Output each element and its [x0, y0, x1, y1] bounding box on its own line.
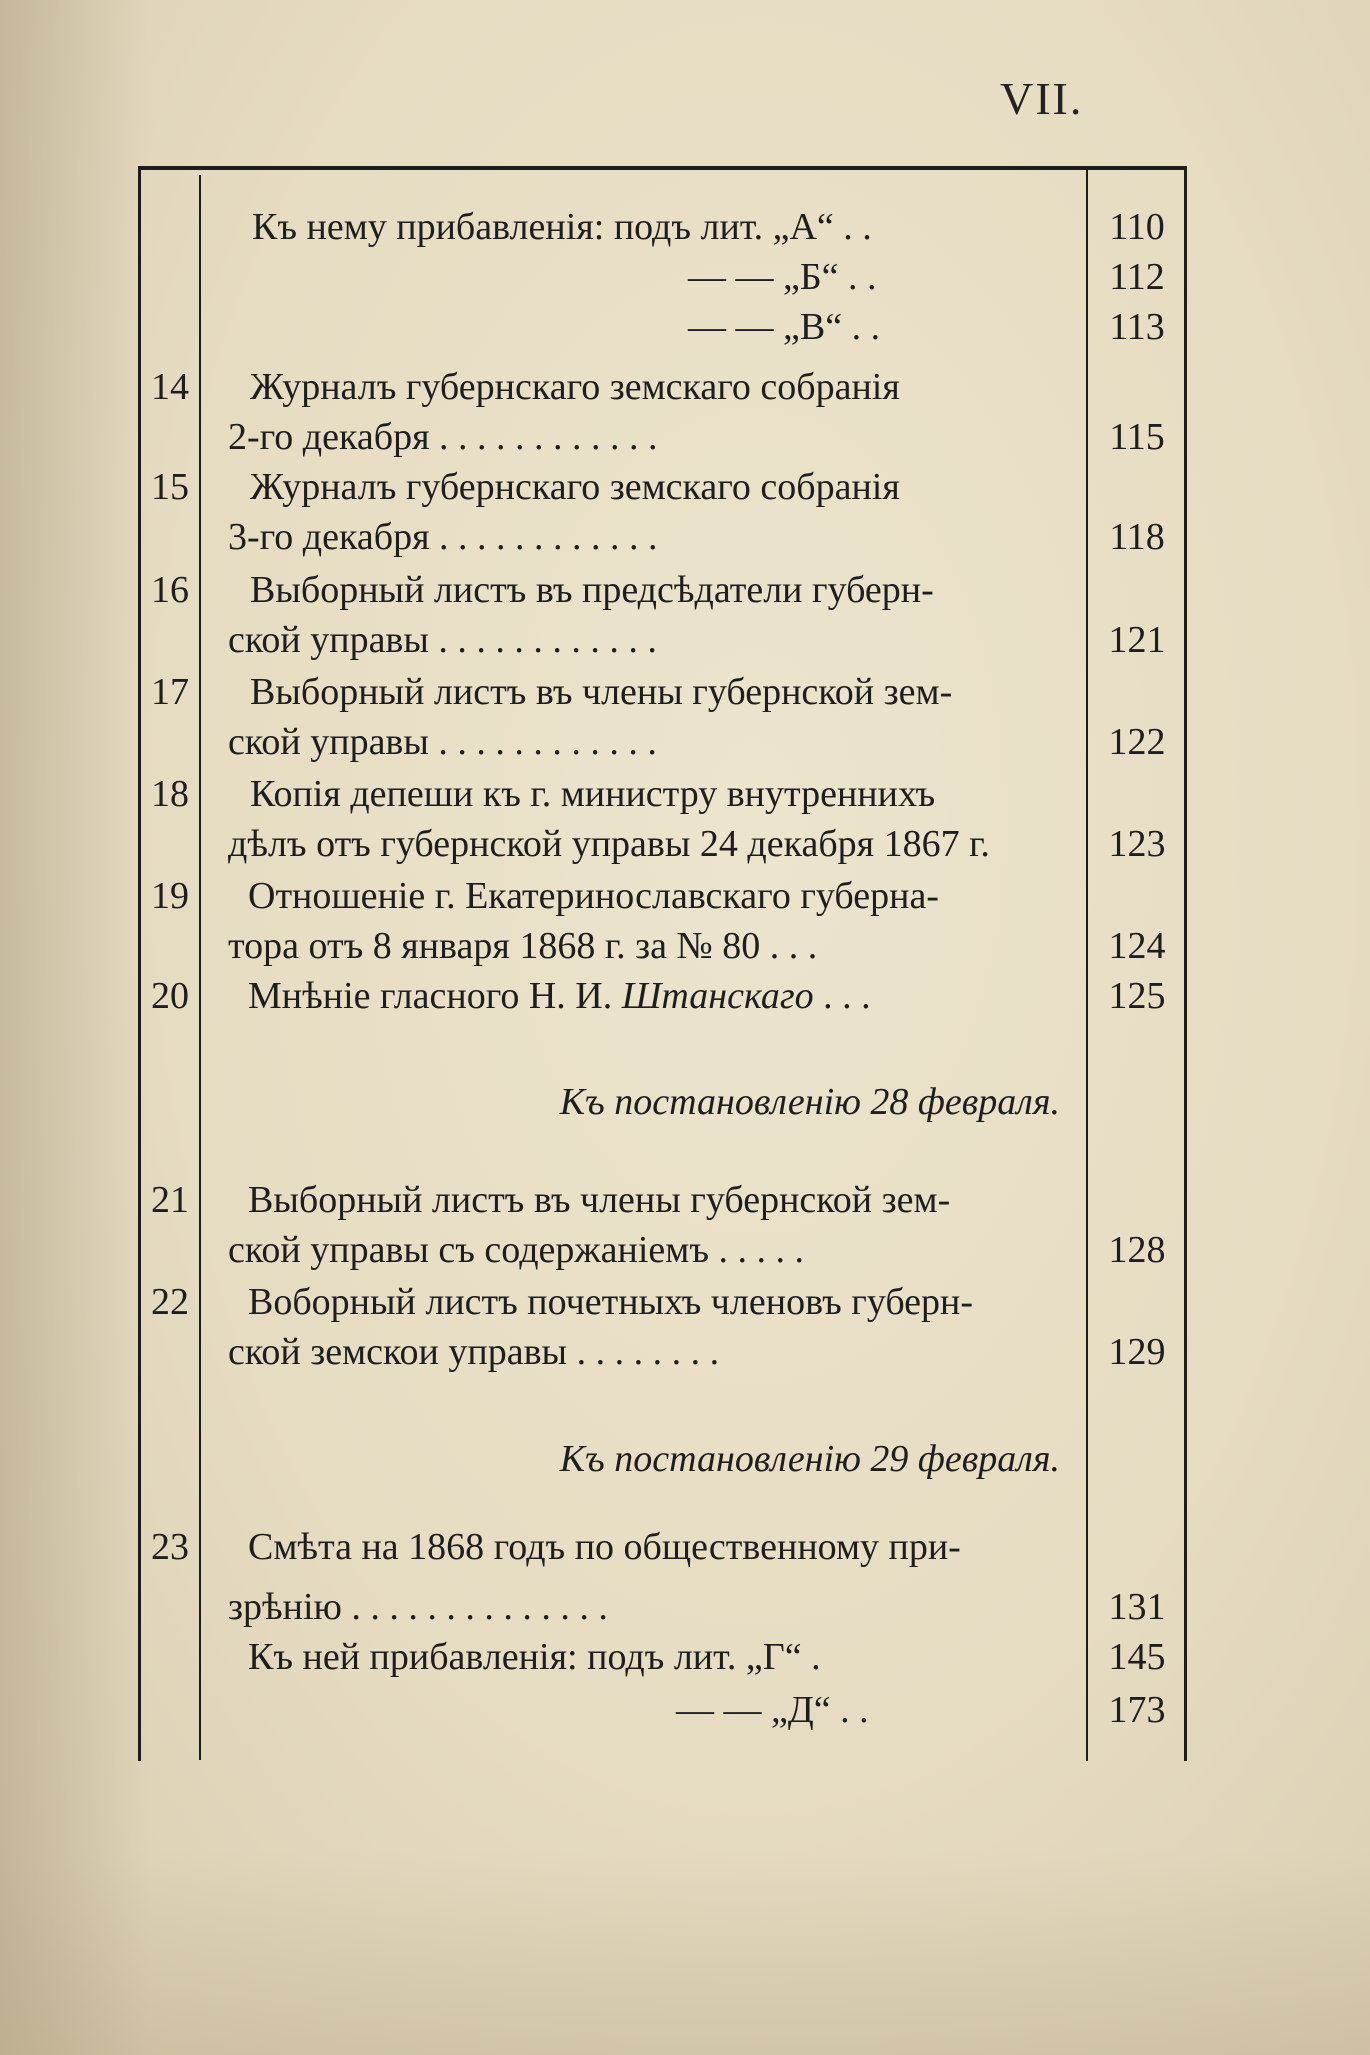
page-number: 131 — [1108, 1586, 1166, 1628]
page-number: 145 — [1108, 1636, 1166, 1678]
entry-text: 3-го декабря . . . . . . . . . . . . — [228, 516, 658, 558]
table-top-rule — [138, 166, 1186, 170]
page-shadow — [0, 0, 150, 2055]
entry-number: 23 — [151, 1526, 189, 1568]
entry-text: ской земскои управы . . . . . . . . — [228, 1331, 720, 1373]
entry-text: Журналъ губернскаго земскаго собранія — [250, 466, 900, 508]
section-heading: Къ постановленію 28 февраля. — [559, 1081, 1060, 1123]
page-number: 118 — [1109, 516, 1165, 558]
entry-number: 18 — [151, 773, 189, 815]
page-number: 123 — [1108, 823, 1166, 865]
page-number: 122 — [1108, 721, 1166, 763]
page-number: 173 — [1108, 1689, 1166, 1731]
entry-number: 21 — [151, 1179, 189, 1221]
page-shadow-bottom — [0, 1850, 1370, 2055]
entry-text: ской управы . . . . . . . . . . . . — [228, 721, 657, 763]
entry-number: 22 — [151, 1281, 189, 1323]
page-number: 128 — [1108, 1229, 1166, 1271]
entry-text: 2-го декабря . . . . . . . . . . . . — [228, 416, 658, 458]
page-number: 125 — [1108, 975, 1166, 1017]
entry-text-part: Мнѣніе гласного Н. И. — [248, 975, 613, 1017]
entry-text: — — „Д“ . . — [676, 1689, 869, 1731]
entry-text: зрѣнію . . . . . . . . . . . . . . — [228, 1586, 608, 1628]
entry-text: — — „Б“ . . — [688, 256, 877, 298]
entry-number: 14 — [151, 366, 189, 408]
entry-text — [248, 974, 871, 1018]
entry-text: ской управы . . . . . . . . . . . . — [228, 619, 657, 661]
entry-leader: . . . — [823, 975, 871, 1017]
page-column-divider — [1086, 166, 1088, 1761]
entry-text: Къ ней прибавленія: подъ лит. „Г“ . — [248, 1636, 821, 1678]
page-folio: VII. — [1000, 73, 1084, 124]
page-number: 124 — [1108, 925, 1166, 967]
entry-text: Выборный листъ въ члены губернской зем- — [250, 671, 953, 713]
page-number: 121 — [1108, 619, 1166, 661]
number-column-divider — [199, 175, 201, 1760]
page-number: 113 — [1109, 306, 1165, 348]
entry-number: 19 — [151, 875, 189, 917]
entry-number: 20 — [151, 975, 189, 1017]
page-number: 129 — [1108, 1331, 1166, 1373]
entry-text: Смѣта на 1868 годъ по общественному при- — [248, 1526, 961, 1568]
entry-number: 15 — [151, 466, 189, 508]
entry-text: Журналъ губернскаго земскаго собранія — [250, 366, 900, 408]
entry-text: Выборный листъ въ предсѣдатели губерн- — [250, 569, 934, 611]
entry-text: Отношеніе г. Екатеринославскаго губерна- — [248, 875, 939, 917]
entry-text: дѣлъ отъ губернской управы 24 декабря 1867 г. — [228, 823, 990, 865]
entry-number: 16 — [151, 569, 189, 611]
entry-number: 17 — [151, 671, 189, 713]
entry-text: — — „В“ . . — [688, 306, 881, 348]
table-right-border — [1184, 166, 1187, 1761]
page-number: 110 — [1109, 206, 1165, 248]
entry-text: Воборный листъ почетныхъ членовъ губерн- — [248, 1281, 974, 1323]
section-heading: Къ постановленію 29 февраля. — [559, 1438, 1060, 1480]
entry-text: Копія депеши къ г. министру внутреннихъ — [250, 773, 936, 815]
entry-text: тора отъ 8 января 1868 г. за № 80 . . . — [228, 925, 818, 967]
entry-text: Выборный листъ въ члены губернской зем- — [248, 1179, 951, 1221]
page-number: 112 — [1109, 256, 1165, 298]
entry-text: ской управы съ содержаніемъ . . . . . — [228, 1229, 804, 1271]
entry-name-italic: Штанскаго — [621, 975, 814, 1017]
page-number: 115 — [1109, 416, 1165, 458]
entry-text: Къ нему прибавленія: подъ лит. „А“ . . — [252, 206, 872, 248]
